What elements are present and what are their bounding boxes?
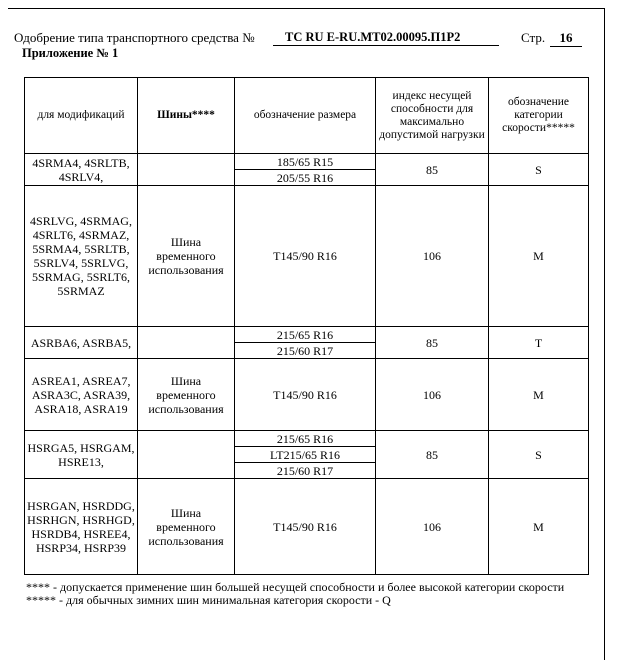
- tyre-cell: [138, 431, 235, 479]
- header-load: индекс несущей способности для максимально допустимой нагрузки: [376, 78, 489, 154]
- speed-category-cell: M: [489, 186, 589, 327]
- appendix-title: Приложение № 1: [22, 46, 119, 60]
- modifications-cell: ASRBA6, ASRBA5,: [25, 327, 138, 359]
- modifications-cell: 4SRMA4, 4SRLTB, 4SRLV4,: [25, 154, 138, 186]
- modifications-cell: HSRGA5, HSRGAM, HSRE13,: [25, 431, 138, 479]
- speed-category-cell: S: [489, 431, 589, 479]
- header-size: обозначение размера: [235, 78, 376, 154]
- size-cell: 215/60 R17: [235, 463, 376, 479]
- tyre-cell: [138, 327, 235, 359]
- table-header-row: [25, 78, 589, 154]
- table-row: [25, 154, 589, 170]
- footnote-tyres: **** - допускается применение шин большей несущей способности и более высокой категории скорости: [26, 580, 565, 594]
- header-tyres: Шины****: [138, 78, 235, 154]
- table-row: [25, 479, 589, 575]
- header-title: Одобрение типа транспортного средства №: [14, 30, 255, 45]
- size-cell: 215/60 R17: [235, 343, 376, 359]
- modifications-cell: HSRGAN, HSRDDG, HSRHGN, HSRHGD, HSRDB4, HSREE4, HSRP34, HSRP39: [25, 479, 138, 575]
- speed-category-cell: T: [489, 327, 589, 359]
- page-number: 16: [550, 30, 582, 47]
- load-index-cell: 106: [376, 186, 489, 327]
- tyre-cell: [138, 154, 235, 186]
- size-cell: T145/90 R16: [235, 186, 376, 327]
- table-row: [25, 186, 589, 327]
- tyre-spec-table: [24, 77, 589, 575]
- tyre-cell: Шина временного использования: [138, 186, 235, 327]
- tyre-cell: Шина временного использования: [138, 479, 235, 575]
- load-index-cell: 106: [376, 359, 489, 431]
- load-index-cell: 85: [376, 327, 489, 359]
- table-row: [25, 359, 589, 431]
- tyre-cell: Шина временного использования: [138, 359, 235, 431]
- speed-category-cell: M: [489, 479, 589, 575]
- size-cell: 215/65 R16: [235, 327, 376, 343]
- footnote-speed: ***** - для обычных зимних шин минимальная категория скорости - Q: [26, 593, 391, 607]
- size-cell: LT215/65 R16: [235, 447, 376, 463]
- modifications-cell: 4SRLVG, 4SRMAG, 4SRLT6, 4SRMAZ, 5SRMA4, 5SRLTB, 5SRLV4, 5SRLVG, 5SRMAG, 5SRLT6, 5SRMAZ: [25, 186, 138, 327]
- header-mods: для модификаций: [25, 78, 138, 154]
- size-cell: 205/55 R16: [235, 170, 376, 186]
- speed-category-cell: S: [489, 154, 589, 186]
- table-row: [25, 327, 589, 343]
- table-row: [25, 431, 589, 447]
- size-cell: 215/65 R16: [235, 431, 376, 447]
- size-cell: T145/90 R16: [235, 359, 376, 431]
- load-index-cell: 85: [376, 154, 489, 186]
- load-index-cell: 106: [376, 479, 489, 575]
- approval-number: ТС RU E-RU.МТ02.00095.П1Р2: [273, 30, 499, 46]
- modifications-cell: ASREA1, ASREA7, ASRA3C, ASRA39, ASRA18, ASRA19: [25, 359, 138, 431]
- size-cell: 185/65 R15: [235, 154, 376, 170]
- header-speed: обозначение категории скорости*****: [489, 78, 589, 154]
- speed-category-cell: M: [489, 359, 589, 431]
- footnotes: [26, 581, 586, 607]
- page-label: Стр.: [521, 30, 546, 45]
- load-index-cell: 85: [376, 431, 489, 479]
- size-cell: T145/90 R16: [235, 479, 376, 575]
